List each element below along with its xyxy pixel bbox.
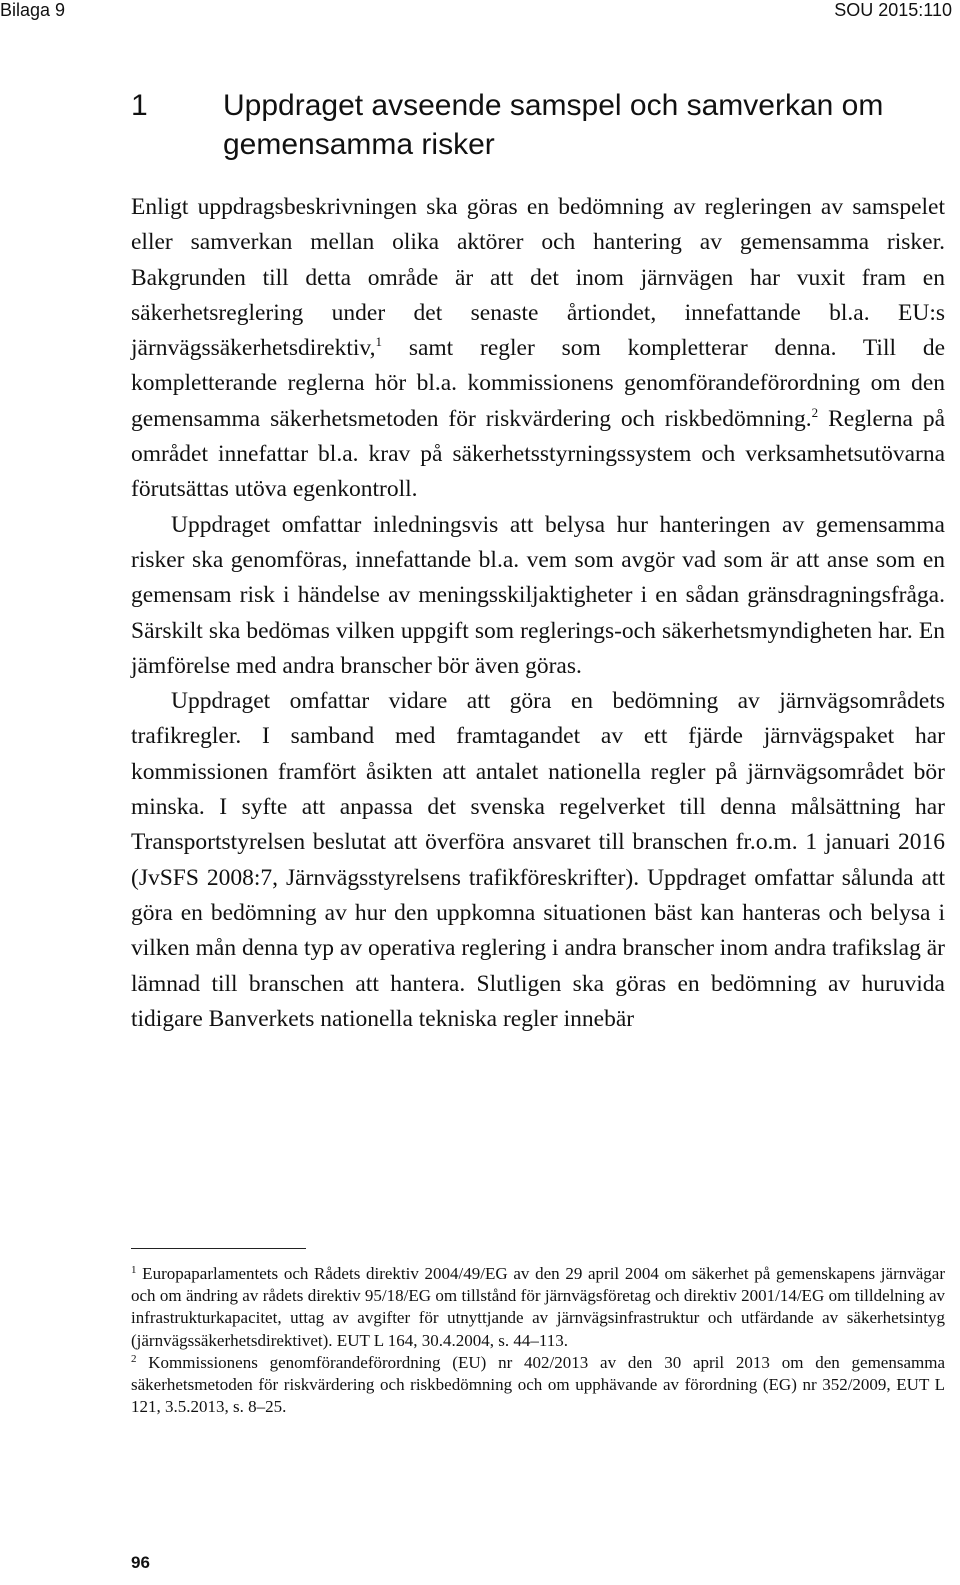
footnote-2-marker: 2 — [131, 1352, 137, 1365]
footnotes — [131, 1263, 945, 1418]
page-number: 96 — [131, 1553, 150, 1572]
footnote-divider — [131, 1248, 306, 1249]
header-appendix-label: Bilaga 9 — [0, 0, 66, 20]
header-report-id: SOU 2015:110 — [834, 0, 952, 20]
footnote-2 — [131, 1352, 945, 1419]
paragraph-1-part-a: Enligt uppdragsbeskrivningen ska göras en bedömning av regleringen av samspelet eller samverkan mellan olika aktörer och hantering av gemensamma risker. Bakgrunden till detta område är att det inom järnvägen har vuxit fram en säkerhetsreglering under det senaste årtiondet, innefattande bl.a. EU:s järnvägssäkerhetsdirektiv, — [131, 194, 945, 362]
paragraph-1 — [131, 190, 945, 508]
chapter-title: Uppdraget avseende samspel och samverkan om gemensamma risker — [223, 89, 884, 161]
footnote-2-text: Kommissionens genomförandeförordning (EU) nr 402/2013 av den 30 april 2013 om den gemensamma säkerhetsmetoden för riskvärdering och riskbedömning och om upphävande av förordning (EG) nr 352/2009, EUT L 121, 3.5.2013, s. 8–25. — [131, 1352, 945, 1417]
footnote-ref-2: 2 — [811, 404, 819, 420]
footnote-1-marker: 1 — [131, 1264, 137, 1276]
running-header — [0, 0, 960, 28]
footnote-1-text: Europaparlamentets och Rådets direktiv 2004/49/EG av den 29 april 2004 om säkerhet på gemenskapens järnvägar och om ändring av rådets direktiv 95/18/EG om tillstånd för järnvägsföretag och direktiv 2001/14/EG om tilldelning av infrastrukturkapacitet, uttag av avgifter för utnyttjande av järnvägsinfrastruktur och utfärdande av säkerhetsintyg (järnvägssäkerhetsdirektivet). EUT L 164, 30.4.2004, s. 44–113. — [131, 1264, 945, 1350]
paragraph-2: Uppdraget omfattar inledningsvis att belysa hur hanteringen av gemensamma risker ska genomföras, innefattande bl.a. vem som avgör vad som är att anse som en gemensam risk i händelse av meningsskiljaktigheter i en sådan gränsdragningsfråga. Särskilt ska bedömas vilken uppgift som reglerings-och säkerhetsmyndigheten har. En jämförelse med andra branscher bör även göras. — [131, 511, 945, 679]
footnote-ref-1: 1 — [375, 334, 382, 350]
paragraph-1-part-b: samt regler som kompletterar denna. Till de kompletterande reglerna hör bl.a. kommissionens genomförandeförordning om den gemensamma säkerhetsmetoden för riskvärdering och riskbedömning. — [131, 335, 945, 432]
paragraph-1-part-c: Reglerna på området innefattar bl.a. krav på säkerhetsstyrningssystem och verksamhetsutövarna förutsättas utöva egenkontroll. — [131, 405, 945, 503]
footnote-1 — [131, 1263, 945, 1352]
chapter-number: 1 — [131, 89, 148, 122]
chapter-heading — [131, 86, 931, 164]
body-text — [131, 190, 945, 1037]
paragraph-3: Uppdraget omfattar vidare att göra en bedömning av järnvägsområdets trafikregler. I samband med framtagandet av ett fjärde järnvägspaket har kommissionen framfört åsikten att antalet nationella regler på järnvägsområdet bör minska. I syfte att anpassa det svenska regelverket till denna målsättning har Transportstyrelsen beslutat att överföra ansvaret till branschen fr.o.m. 1 januari 2016 (JvSFS 2008:7, Järnvägsstyrelsens trafikföreskrifter). Uppdraget omfattar sålunda att göra en bedömning av hur den uppkomna situationen bäst kan hanteras och belysa i vilken mån denna typ av operativa reglering i andra branscher inom andra trafikslag är lämnad till branschen att hantera. Slutligen ska göras en bedömning av huruvida tidigare Banverkets nationella tekniska regler innebär — [131, 688, 945, 1032]
